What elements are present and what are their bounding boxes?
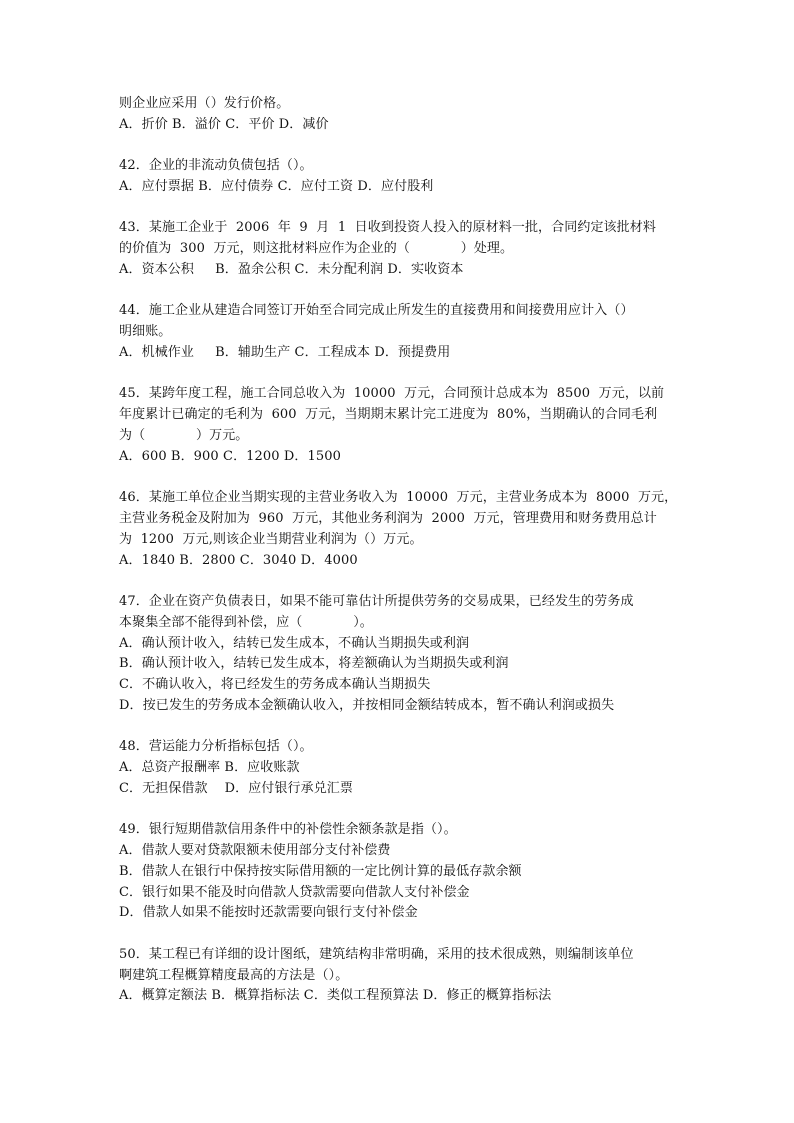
question-text-line: 的价值为 300 万元，则这批材料应作为企业的（ ）处理。 (119, 241, 514, 257)
question-text-line: 为（ ）万元。 (119, 427, 249, 443)
question-text-line: 47．企业在资产负债表日，如果不能可靠估计所提供劳务的交易成果，已经发生的劳务成 (119, 593, 634, 609)
spacer (119, 198, 689, 219)
question-41-tail (119, 94, 689, 136)
spacer (119, 468, 689, 489)
options-line: C．无担保借款 D．应付银行承兑汇票 (119, 780, 353, 796)
option-a: A．借款人要对贷款限额未使用部分支付补偿费 (119, 843, 391, 859)
spacer (119, 800, 689, 821)
spacer (119, 571, 689, 592)
options-line: A．机械作业 B．辅助生产 C．工程成本 D．预提费用 (119, 344, 451, 360)
question-50 (119, 945, 689, 1007)
document-page (119, 94, 689, 1007)
option-a: A．确认预计收入，结转已发生成本，不确认当期损失或利润 (119, 635, 470, 651)
options-line: A．总资产报酬率 B．应收账款 (119, 760, 300, 776)
question-text-line: 本聚集全部不能得到补偿，应（ ）。 (119, 614, 373, 630)
options-line: A．折价 B．溢价 C．平价 D．减价 (119, 116, 329, 132)
spacer (119, 364, 689, 385)
question-text-line: 啊建筑工程概算精度最高的方法是（）。 (119, 967, 349, 983)
question-text-line: 年度累计已确定的毛利为 600 万元，当期期末累计完工进度为 80%，当期确认的合同毛利 (119, 407, 658, 423)
question-44 (119, 301, 689, 363)
spacer (119, 717, 689, 738)
question-48 (119, 737, 689, 799)
question-45 (119, 384, 689, 467)
question-text-line: 48．营运能力分析指标包括（）。 (119, 739, 313, 755)
options-line: A．概算定额法 B．概算指标法 C．类似工程预算法 D．修正的概算指标法 (119, 988, 552, 1004)
question-text-line: 50．某工程已有详细的设计图纸，建筑结构非常明确，采用的技术很成熟，则编制该单位 (119, 946, 634, 962)
question-text-line: 43．某施工企业于 2006 年 9 月 1 日收到投资人投入的原材料一批，合同约定该批材料 (119, 220, 656, 236)
option-c: C．不确认收入，将已经发生的劳务成本确认当期损失 (119, 677, 431, 693)
question-text-line: 42．企业的非流动负债包括（）。 (119, 158, 313, 174)
question-text-line: 45．某跨年度工程，施工合同总收入为 10000 万元，合同预计总成本为 8500 万元，以前 (119, 386, 665, 402)
question-text-line: 46．某施工单位企业当期实现的主营业务收入为 10000 万元，主营业务成本为 8000 万元， (119, 490, 678, 506)
question-text-line: 主营业务税金及附加为 960 万元，其他业务利润为 2000 万元，管理费用和财务费用总计 (119, 510, 657, 526)
option-c: C．银行如果不能及时向借款人贷款需要向借款人支付补偿金 (119, 884, 470, 900)
option-b: B．确认预计收入，结转已发生成本，将差额确认为当期损失或利润 (119, 656, 509, 672)
question-text-line: 则企业应采用（）发行价格。 (119, 96, 290, 111)
question-46 (119, 488, 689, 571)
spacer (119, 281, 689, 302)
question-text-line: 为 1200 万元,则该企业当期营业利润为（）万元。 (119, 531, 423, 547)
option-b: B．借款人在银行中保持按实际借用额的一定比例计算的最低存款余额 (119, 863, 522, 879)
option-d: D．按已发生的劳务成本金额确认收入，并按相同金额结转成本，暂不确认利润或损失 (119, 697, 615, 713)
options-line: A．1840 B．2800 C．3040 D．4000 (119, 552, 358, 568)
options-line: A．600 B．900 C．1200 D．1500 (119, 448, 342, 464)
question-47 (119, 592, 689, 717)
question-text-line: 明细账。 (119, 324, 172, 340)
option-d: D．借款人如果不能按时还款需要向银行支付补偿金 (119, 905, 418, 921)
question-43 (119, 218, 689, 280)
options-line: A．应付票据 B．应付债券 C．应付工资 D．应付股利 (119, 178, 434, 194)
question-text-line: 49．银行短期借款信用条件中的补偿性余额条款是指（）。 (119, 822, 457, 838)
question-49 (119, 820, 689, 924)
question-text-line: 44．施工企业从建造合同签订开始至合同完成止所发生的直接费用和间接费用应计入（） (119, 303, 634, 319)
options-line: A．资本公积 B．盈余公积 C．未分配利润 D．实收资本 (119, 261, 464, 277)
question-42 (119, 156, 689, 198)
spacer (119, 924, 689, 945)
spacer (119, 136, 689, 157)
